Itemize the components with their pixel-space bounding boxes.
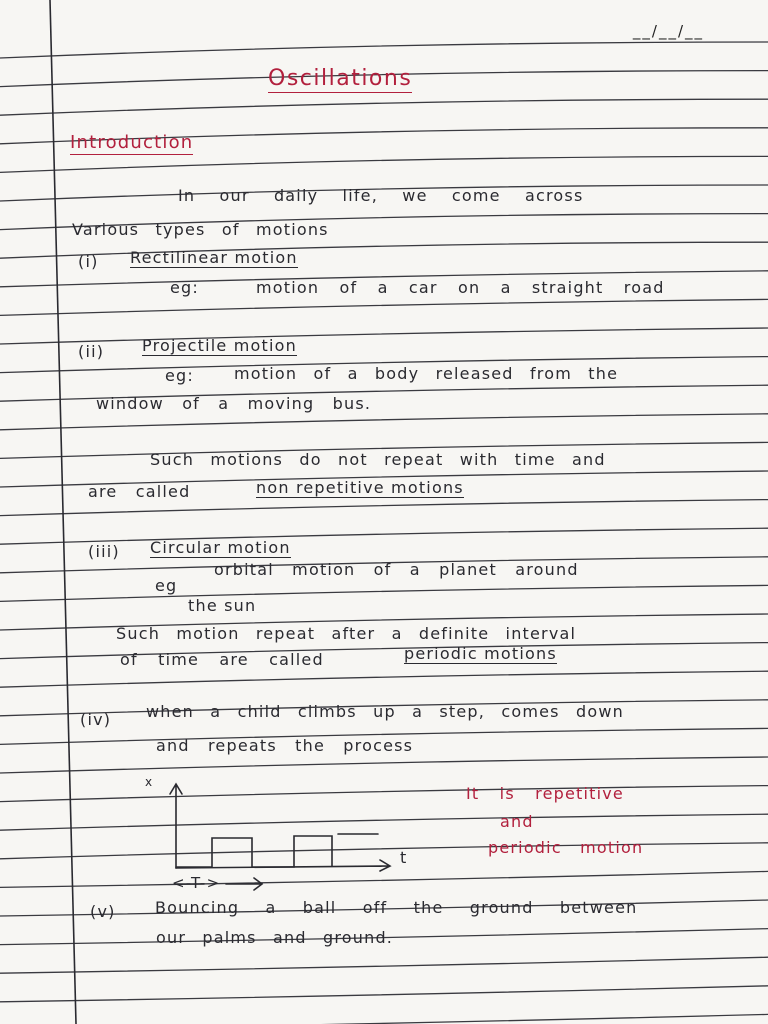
item4-line-2: and repeats the process bbox=[156, 736, 414, 755]
item5-line-1: Bouncing a ball off the ground between bbox=[155, 898, 638, 917]
item4-line-1: when a child climbs up a step, comes down bbox=[146, 702, 624, 721]
graph-y-label: x bbox=[145, 775, 154, 789]
graph-period-label: <-T-> bbox=[172, 874, 221, 892]
note-line-3: periodic motion bbox=[488, 838, 644, 857]
date-field: __/__/__ bbox=[632, 22, 704, 40]
non-periodic-line-2-prefix: are called bbox=[88, 482, 191, 501]
periodic-line-2-prefix: of time are called bbox=[120, 650, 324, 669]
intro-line-1: In our daily life, we come across bbox=[178, 186, 584, 205]
note-line-2: and bbox=[500, 812, 534, 831]
periodic-term: periodic motions bbox=[404, 644, 557, 663]
item3-example-line-1: orbital motion of a planet around bbox=[214, 560, 579, 579]
graph-step-wave bbox=[176, 836, 332, 867]
section-heading: Introduction bbox=[70, 132, 194, 153]
graph-x-label: t bbox=[400, 848, 408, 867]
non-periodic-line-1: Such motions do not repeat with time and bbox=[150, 450, 606, 469]
item5-line-2: our palms and ground. bbox=[156, 928, 394, 947]
item2-example-line-1: motion of a body released from the bbox=[234, 364, 619, 383]
item3-example-label: eg bbox=[155, 576, 178, 595]
item2-heading: Projectile motion bbox=[142, 336, 297, 355]
item3-example-line-2: the sun bbox=[188, 596, 257, 615]
item4-marker: (iv) bbox=[80, 710, 112, 729]
item1-marker: (i) bbox=[78, 252, 99, 271]
graph-y-axis bbox=[170, 784, 182, 868]
item5-marker: (v) bbox=[90, 902, 116, 921]
item1-heading: Rectilinear motion bbox=[130, 248, 298, 267]
item2-example-label: eg: bbox=[165, 366, 194, 385]
item2-marker: (ii) bbox=[78, 342, 105, 361]
intro-line-2: Various types of motions bbox=[72, 220, 329, 239]
page-title: Oscillations bbox=[268, 66, 413, 91]
non-periodic-term: non repetitive motions bbox=[256, 478, 464, 497]
item3-marker: (iii) bbox=[88, 542, 120, 561]
periodic-line-1: Such motion repeat after a definite interval bbox=[116, 624, 577, 643]
item2-example-line-2: window of a moving bus. bbox=[96, 394, 372, 413]
item1-example-label: eg: bbox=[170, 278, 199, 297]
item1-example: motion of a car on a straight road bbox=[256, 278, 665, 297]
graph-x-axis bbox=[176, 860, 390, 871]
note-line-1: It is repetitive bbox=[466, 784, 624, 803]
item3-heading: Circular motion bbox=[150, 538, 291, 557]
